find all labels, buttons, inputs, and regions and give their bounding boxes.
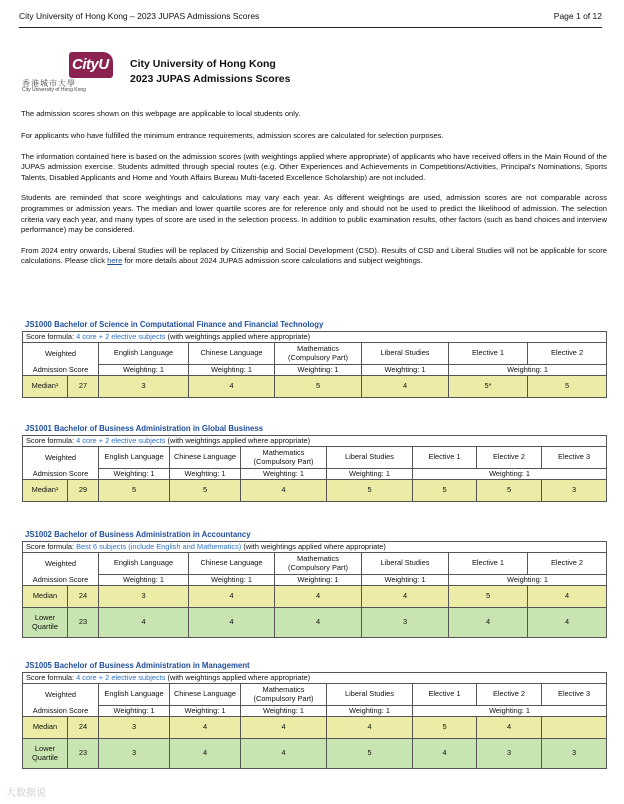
page-title — [130, 57, 291, 87]
score-cell: 4 — [362, 375, 449, 397]
lower-quartile-label: Lower Quartile — [23, 738, 68, 768]
score-cell: 5 — [170, 479, 241, 501]
weighting: Weighting: 1 — [362, 574, 449, 585]
watermark: 大数据说 — [6, 788, 46, 799]
score-cell: 4 — [449, 607, 528, 637]
score-cell: 4 — [241, 479, 327, 501]
score-cell: 4 — [477, 716, 542, 738]
subject-header: Liberal Studies — [327, 683, 413, 705]
running-header-title: City University of Hong Kong – 2023 JUPAS Admissions Scores — [19, 11, 260, 21]
median-total: 27 — [68, 375, 99, 397]
score-cell: 4 — [241, 738, 327, 768]
score-table-js1001 — [22, 435, 607, 502]
subject-header: Liberal Studies — [362, 552, 449, 574]
weighting: Weighting: 1 — [413, 705, 607, 716]
score-cell: 4 — [327, 716, 413, 738]
score-cell: 5 — [449, 585, 528, 607]
intro-text — [21, 109, 607, 277]
weighted-label: Weighted — [23, 342, 99, 364]
weighting: Weighting: 1 — [275, 364, 362, 375]
subject-header: Elective 2 — [528, 342, 607, 364]
weighting: Weighting: 1 — [99, 364, 189, 375]
subject-header: Elective 1 — [413, 446, 477, 468]
median-label: Median¹ — [23, 479, 68, 501]
page-number: Page 1 of 12 — [553, 11, 602, 21]
score-cell: 4 — [528, 585, 607, 607]
score-cell: 5 — [275, 375, 362, 397]
logo-chinese-name: 香港城市大學 — [22, 79, 76, 88]
score-cell: 3 — [99, 585, 189, 607]
lower-quartile-label: Lower Quartile — [23, 607, 68, 637]
admission-score-label: Admission Score — [23, 364, 99, 375]
admission-score-label: Admission Score — [23, 574, 99, 585]
median-row — [23, 716, 607, 738]
score-cell: 3 — [99, 375, 189, 397]
score-table-js1000 — [22, 331, 607, 398]
subject-header: Elective 2 — [477, 446, 542, 468]
admission-score-label: Admission Score — [23, 468, 99, 479]
score-cell: 3 — [362, 607, 449, 637]
median-row — [23, 375, 607, 397]
score-cell: 4 — [189, 607, 275, 637]
subject-header: Elective 2 — [477, 683, 542, 705]
subject-header: Mathematics (Compulsory Part) — [241, 683, 327, 705]
intro-paragraph-info: The information contained here is based on the admission scores (with weightings applied where appropriate) of applicants who have received offers in the Main Round of the JUPAS admission exercise. Students admitted through special routes (e.g. Other Experiences and Achievements in Competitions/Activities, Principal's Nominations, Sports Talents, Disabled Applicants and Home and Youth Affairs Bureau Multi-faceted Excellence Scholarship) are not included. — [21, 151, 607, 182]
weighting: Weighting: 1 — [275, 574, 362, 585]
score-table-js1002 — [22, 541, 607, 638]
score-cell: 4 — [99, 607, 189, 637]
score-cell: 5 — [99, 479, 170, 501]
subject-header: Elective 1 — [449, 552, 528, 574]
weighting: Weighting: 1 — [362, 364, 449, 375]
subject-header: English Language — [99, 683, 170, 705]
score-cell: 5 — [327, 738, 413, 768]
intro-paragraph-min-req: For applicants who have fulfilled the minimum entrance requirements, admission scores are calculated for selection purposes. — [21, 131, 444, 140]
intro-paragraph-csd: From 2024 entry onwards, Liberal Studies will be replaced by Citizenship and Social Development (CSD). Results of CSD and Liberal Studies will not be applicable for score calculations. Please click here for more details about 2024 JUPAS admission score calculations and subject weightings. — [21, 245, 607, 266]
score-cell: 5 — [413, 479, 477, 501]
score-cell: 4 — [528, 607, 607, 637]
weighting: Weighting: 1 — [99, 468, 170, 479]
title-university: City University of Hong Kong — [130, 58, 276, 70]
subject-header: Mathematics (Compulsory Part) — [275, 342, 362, 364]
subject-header: Elective 1 — [449, 342, 528, 364]
weighting: Weighting: 1 — [99, 574, 189, 585]
weighting: Weighting: 1 — [241, 705, 327, 716]
score-cell — [542, 716, 607, 738]
score-cell: 5* — [449, 375, 528, 397]
weighting: Weighting: 1 — [189, 574, 275, 585]
median-label: Median¹ — [23, 375, 68, 397]
header-divider — [19, 27, 602, 28]
weighting: Weighting: 1 — [170, 705, 241, 716]
subject-header: Liberal Studies — [327, 446, 413, 468]
subject-header: Chinese Language — [189, 342, 275, 364]
score-formula: Score formula: 4 core + 2 elective subjects (with weightings applied where appropriate) — [23, 332, 607, 343]
score-cell: 4 — [189, 585, 275, 607]
subject-header: Elective 3 — [542, 446, 607, 468]
subject-header: Liberal Studies — [362, 342, 449, 364]
weighted-label: Weighted — [23, 683, 99, 705]
score-cell: 4 — [170, 716, 241, 738]
weighted-label: Weighted — [23, 446, 99, 468]
subject-header: Elective 2 — [528, 552, 607, 574]
subject-header: Chinese Language — [170, 683, 241, 705]
score-cell: 5 — [327, 479, 413, 501]
weighting: Weighting: 1 — [189, 364, 275, 375]
score-cell: 4 — [170, 738, 241, 768]
intro-paragraph-reminder: Students are reminded that score weightings and calculations may vary each year. As different weightings are used, admission scores are not comparable across programmes or admission years. The median and lower quartile scores are for reference only and should not be used to predict the likelihood of admission. The selection criteria vary each year, and many types of score are used in the selection process. In addition to public examination results, other factors (such as band choices and interview performance) may be considered. — [21, 193, 607, 235]
programme-title: JS1002 Bachelor of Business Administration in Accountancy — [25, 530, 251, 539]
score-cell: 4 — [241, 716, 327, 738]
lower-quartile-row — [23, 607, 607, 637]
weighting: Weighting: 1 — [99, 705, 170, 716]
subject-header: Chinese Language — [170, 446, 241, 468]
score-cell: 4 — [275, 607, 362, 637]
weighting: Weighting: 1 — [170, 468, 241, 479]
subject-header: English Language — [99, 552, 189, 574]
median-label: Median — [23, 585, 68, 607]
score-formula: Score formula: 4 core + 2 elective subjects (with weightings applied where appropriate) — [23, 673, 607, 684]
subject-header: English Language — [99, 446, 170, 468]
score-cell: 4 — [413, 738, 477, 768]
score-formula: Score formula: 4 core + 2 elective subjects (with weightings applied where appropriate) — [23, 436, 607, 447]
weighting: Weighting: 1 — [413, 468, 607, 479]
lower-quartile-row — [23, 738, 607, 768]
score-cell: 3 — [99, 716, 170, 738]
score-cell: 5 — [528, 375, 607, 397]
weighting: Weighting: 1 — [241, 468, 327, 479]
subject-header: English Language — [99, 342, 189, 364]
programme-title: JS1001 Bachelor of Business Administration in Global Business — [25, 424, 264, 433]
intro-paragraph-local: The admission scores shown on this webpage are applicable to local students only. — [21, 109, 301, 118]
score-cell: 4 — [275, 585, 362, 607]
programme-title: JS1000 Bachelor of Science in Computational Finance and Financial Technology — [25, 320, 324, 329]
median-row — [23, 585, 607, 607]
subject-header: Mathematics (Compulsory Part) — [275, 552, 362, 574]
score-cell: 5 — [413, 716, 477, 738]
weighting: Weighting: 1 — [327, 468, 413, 479]
logo-english-name: City University of Hong Kong — [22, 87, 86, 93]
running-header — [19, 11, 602, 21]
cityu-logo — [22, 52, 122, 96]
score-cell: 5 — [477, 479, 542, 501]
score-cell: 3 — [477, 738, 542, 768]
weighting: Weighting: 1 — [449, 574, 607, 585]
score-cell: 3 — [542, 479, 607, 501]
logo-mark-text: CityU — [72, 56, 109, 73]
details-link[interactable]: here — [107, 256, 123, 266]
score-cell: 4 — [189, 375, 275, 397]
score-cell: 4 — [362, 585, 449, 607]
score-formula: Score formula: Best 6 subjects (include English and Mathematics) (with weightings applied where appropriate) — [23, 542, 607, 553]
lower-quartile-total: 23 — [68, 738, 99, 768]
weighted-label: Weighted — [23, 552, 99, 574]
weighting: Weighting: 1 — [449, 364, 607, 375]
title-year: 2023 JUPAS Admissions Scores — [130, 73, 291, 85]
median-label: Median — [23, 716, 68, 738]
subject-header: Elective 1 — [413, 683, 477, 705]
median-total: 29 — [68, 479, 99, 501]
subject-header: Chinese Language — [189, 552, 275, 574]
score-table-js1005 — [22, 672, 607, 769]
median-total: 24 — [68, 585, 99, 607]
lower-quartile-total: 23 — [68, 607, 99, 637]
programme-title: JS1005 Bachelor of Business Administration in Management — [25, 661, 250, 670]
median-row — [23, 479, 607, 501]
score-cell: 3 — [542, 738, 607, 768]
subject-header: Mathematics (Compulsory Part) — [241, 446, 327, 468]
score-cell: 3 — [99, 738, 170, 768]
median-total: 24 — [68, 716, 99, 738]
weighting: Weighting: 1 — [327, 705, 413, 716]
subject-header: Elective 3 — [542, 683, 607, 705]
admission-score-label: Admission Score — [23, 705, 99, 716]
